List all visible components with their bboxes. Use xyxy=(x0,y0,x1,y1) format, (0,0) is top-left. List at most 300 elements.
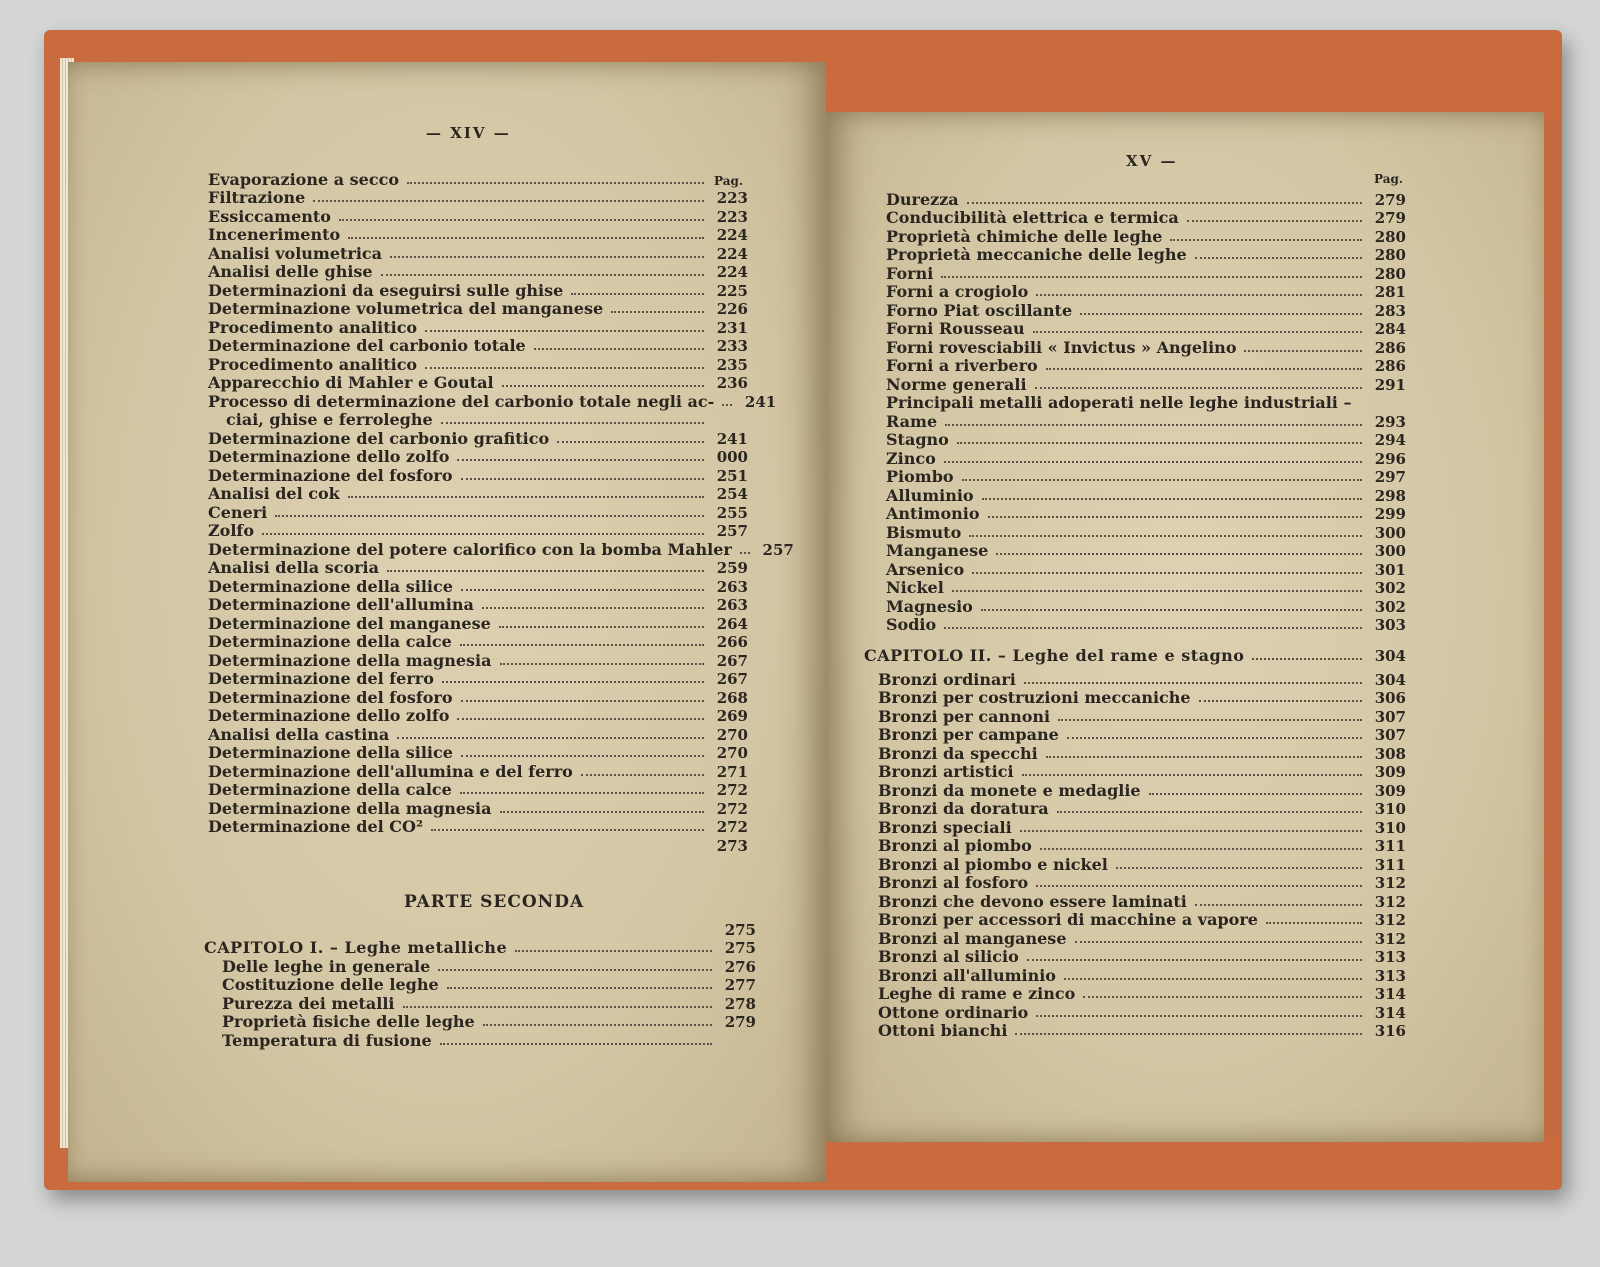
dot-leader xyxy=(1058,719,1362,721)
toc-entry-page: 300 xyxy=(1374,542,1406,560)
toc-entry xyxy=(208,337,748,356)
toc-entry-title: Determinazione del fosforo xyxy=(208,687,453,707)
toc-entry xyxy=(208,374,748,393)
dot-leader xyxy=(500,811,705,813)
toc-entry-page: 273 xyxy=(716,836,748,855)
dot-leader xyxy=(944,461,1362,463)
toc-entry xyxy=(886,449,1406,468)
toc-entry xyxy=(204,994,756,1013)
toc-entry-title: Bronzi al manganese xyxy=(878,928,1067,948)
dot-leader xyxy=(262,533,704,535)
toc-entry-page: 291 xyxy=(1374,375,1406,394)
toc-entry xyxy=(878,985,1406,1004)
toc-entry xyxy=(886,394,1406,413)
toc-entry-page: 257 xyxy=(762,540,794,559)
dot-leader xyxy=(1067,737,1362,739)
toc-entry-title: Forni Rousseau xyxy=(886,319,1025,338)
toc-entry-title: Determinazione del ferro xyxy=(208,669,434,688)
toc-entry-title: Bronzi artistici xyxy=(878,762,1014,781)
toc-entry-page: 270 xyxy=(716,744,748,762)
toc-entry-page: 313 xyxy=(1374,966,1406,985)
toc-entry xyxy=(878,726,1406,745)
toc-entry-page: 312 xyxy=(1374,911,1406,929)
toc-entry-page: 224 xyxy=(716,226,748,244)
toc-entry xyxy=(886,523,1406,542)
dot-leader xyxy=(1033,331,1362,333)
toc-entry-page: 225 xyxy=(716,281,748,300)
dot-leader xyxy=(740,552,750,554)
toc-entry-page: 312 xyxy=(1374,929,1406,948)
toc-entry-page: 268 xyxy=(716,688,748,707)
dot-leader xyxy=(1057,811,1362,813)
left-page xyxy=(68,62,826,1182)
dot-leader xyxy=(483,1024,712,1026)
toc-entry-title: ciai, ghise e ferroleghe xyxy=(226,410,433,429)
dot-leader xyxy=(1187,220,1362,222)
toc-entry-page: 309 xyxy=(1374,763,1406,781)
toc-entry-page: 296 xyxy=(1374,449,1406,468)
dot-leader xyxy=(461,589,704,591)
toc-entry-page: 267 xyxy=(716,651,748,670)
toc-entry xyxy=(208,799,748,818)
toc-right-section-1 xyxy=(886,190,1406,634)
toc-entry-title: Bronzi speciali xyxy=(878,817,1012,837)
toc-entry xyxy=(886,357,1406,376)
toc-entry-title: Analisi volumetrica xyxy=(208,243,383,263)
dot-leader xyxy=(1046,368,1362,370)
dot-leader xyxy=(1036,294,1362,296)
toc-entry-page: 279 xyxy=(1374,209,1406,227)
toc-entry-title: Procedimento analitico xyxy=(208,317,418,337)
dot-leader xyxy=(460,792,704,794)
toc-entry xyxy=(208,189,748,208)
toc-entry-title: Determinazione del carbonio totale xyxy=(208,336,526,355)
toc-entry-page: 280 xyxy=(1374,264,1406,283)
toc-entry-page: 254 xyxy=(716,485,748,503)
toc-entry-title: Essiccamento xyxy=(208,206,331,226)
toc-entry-title: Bronzi per accessori di macchine a vapore xyxy=(878,910,1258,929)
toc-entry xyxy=(878,911,1406,930)
dot-leader xyxy=(1199,700,1362,702)
toc-entry-page: 223 xyxy=(716,189,748,207)
toc-entry xyxy=(878,670,1406,689)
dot-leader xyxy=(1149,793,1362,795)
toc-entry-title: Zinco xyxy=(886,448,936,468)
toc-entry-title: Stagno xyxy=(886,430,949,449)
toc-entry xyxy=(208,725,748,744)
toc-entry-page: 279 xyxy=(724,1013,756,1031)
toc-entry xyxy=(208,614,748,633)
toc-entry xyxy=(886,320,1406,339)
dot-leader xyxy=(944,627,1362,629)
toc-entry xyxy=(208,836,748,855)
toc-entry xyxy=(208,688,748,707)
toc-entry-title: Bronzi per campane xyxy=(878,725,1059,744)
toc-entry xyxy=(208,355,748,374)
dot-leader xyxy=(447,987,712,989)
dot-leader xyxy=(1036,885,1362,887)
toc-entry-title: Determinazione volumetrica del manganese xyxy=(208,299,604,318)
toc-entry xyxy=(886,486,1406,505)
toc-entry-page: 259 xyxy=(716,559,748,577)
toc-entry-title: Principali metalli adoperati nelle leghe industriali – xyxy=(886,393,1352,412)
dot-leader xyxy=(1116,867,1362,869)
toc-entry-title: Bronzi al piombo e nickel xyxy=(878,854,1108,874)
dot-leader xyxy=(581,774,704,776)
toc-entry-page: 236 xyxy=(716,374,748,392)
toc-entry-title: Apparecchio di Mahler e Goutal xyxy=(208,373,494,392)
dot-leader xyxy=(482,607,704,609)
dot-leader xyxy=(962,479,1362,481)
dot-leader xyxy=(1024,682,1362,684)
toc-entry xyxy=(208,485,748,504)
toc-entry-page: 275 xyxy=(724,920,756,939)
toc-entry xyxy=(878,1022,1406,1041)
toc-entry-page: 308 xyxy=(1374,744,1406,763)
dot-leader xyxy=(1075,941,1363,943)
right-page xyxy=(826,112,1544,1142)
toc-entry-page: 226 xyxy=(716,300,748,318)
dot-leader xyxy=(461,700,704,702)
toc-entry-page: 284 xyxy=(1374,320,1406,338)
toc-entry-title: Bronzi al silicio xyxy=(878,947,1019,966)
dot-leader xyxy=(981,609,1362,611)
toc-entry-page: 270 xyxy=(716,725,748,744)
dot-leader xyxy=(502,385,704,387)
dot-leader xyxy=(1040,848,1362,850)
toc-entry-page: 251 xyxy=(716,466,748,485)
dot-leader xyxy=(397,737,704,739)
toc-entry xyxy=(208,170,748,189)
toc-entry xyxy=(886,209,1406,228)
toc-entry xyxy=(878,818,1406,837)
dot-leader xyxy=(275,515,704,517)
toc-entry xyxy=(208,522,748,541)
toc-entry xyxy=(878,1003,1406,1022)
toc-entry-title: Arsenico xyxy=(886,559,965,579)
toc-entry-title: Proprietà chimiche delle leghe xyxy=(886,226,1163,246)
toc-entry-title: Determinazione del potere calorifico con la bomba Mahler xyxy=(208,539,732,559)
toc-entry xyxy=(204,1013,756,1032)
toc-entry-title: Determinazione dello zolfo xyxy=(208,447,450,466)
dot-leader xyxy=(534,348,704,350)
toc-entry xyxy=(878,744,1406,763)
toc-entry-page: 241 xyxy=(744,392,777,411)
toc-entry-title: Determinazione dello zolfo xyxy=(208,706,450,725)
toc-entry-title: Proprietà fisiche delle leghe xyxy=(222,1012,475,1031)
toc-entry xyxy=(208,670,748,689)
toc-entry-title: Bronzi da doratura xyxy=(878,799,1049,818)
toc-entry-page: 283 xyxy=(1374,301,1406,320)
toc-entry-title: Ceneri xyxy=(208,502,268,522)
toc-entry-title: Costituzione delle leghe xyxy=(222,975,439,994)
dot-leader xyxy=(611,311,704,313)
toc-entry-title: Zolfo xyxy=(208,521,254,540)
toc-entry xyxy=(886,375,1406,394)
dot-leader xyxy=(425,330,704,332)
dot-leader xyxy=(403,1006,713,1008)
toc-entry xyxy=(208,281,748,300)
toc-entry xyxy=(878,966,1406,985)
toc-entry xyxy=(886,338,1406,357)
toc-entry xyxy=(208,411,748,430)
toc-entry xyxy=(878,707,1406,726)
toc-entry-page: 297 xyxy=(1374,468,1406,486)
toc-entry xyxy=(208,226,748,245)
dot-leader xyxy=(1080,313,1362,315)
toc-entry-title: Analisi della scoria xyxy=(208,558,379,577)
pag-label-right: Pag. xyxy=(1374,172,1404,186)
dot-leader xyxy=(390,256,704,258)
toc-entry-page: 314 xyxy=(1374,985,1406,1003)
toc-entry xyxy=(886,190,1406,209)
part-heading: PARTE SECONDA xyxy=(404,892,585,912)
toc-entry-page: 311 xyxy=(1374,855,1406,874)
toc-entry-title: Bronzi al fosforo xyxy=(878,873,1029,892)
dot-leader xyxy=(457,718,704,720)
toc-entry-title: Norme generali xyxy=(886,374,1027,394)
toc-entry-page: 298 xyxy=(1374,486,1406,505)
toc-entry xyxy=(886,505,1406,524)
dot-leader xyxy=(381,274,704,276)
dot-leader xyxy=(571,293,704,295)
toc-entry xyxy=(878,689,1406,708)
toc-entry-page: 310 xyxy=(1374,818,1406,837)
toc-entry-title: Manganese xyxy=(886,541,989,560)
dot-leader xyxy=(1266,922,1362,924)
dot-leader xyxy=(461,478,704,480)
dot-leader xyxy=(972,572,1362,574)
toc-entry-page: 235 xyxy=(716,355,748,374)
toc-entry xyxy=(204,976,756,995)
toc-entry xyxy=(208,781,748,800)
toc-entry xyxy=(878,948,1406,967)
toc-entry-page: 000 xyxy=(716,448,748,466)
toc-entry xyxy=(204,920,756,939)
toc-entry-title: Antimonio xyxy=(886,504,980,523)
dot-leader xyxy=(348,237,704,239)
toc-entry xyxy=(878,855,1406,874)
toc-entry-title: Determinazione del manganese xyxy=(208,613,491,633)
toc-entry-title: Conducibilità elettrica e termica xyxy=(886,208,1179,227)
dot-leader xyxy=(969,535,1362,537)
toc-entry xyxy=(878,874,1406,893)
toc-left-section-2 xyxy=(204,920,756,1050)
toc-entry-title: Durezza xyxy=(886,189,959,209)
toc-entry-title: Processo di determinazione del carbonio totale negli ac- xyxy=(208,391,715,411)
toc-entry-page: 311 xyxy=(1374,837,1406,855)
toc-entry-page: 263 xyxy=(716,577,748,596)
toc-entry-title: Determinazione del fosforo xyxy=(208,465,453,485)
dot-leader xyxy=(722,404,732,406)
dot-leader xyxy=(440,1043,712,1045)
toc-entry-title: Determinazione dell'allumina e del ferro xyxy=(208,761,573,781)
toc-entry-page: 302 xyxy=(1374,579,1406,597)
toc-entry-title: Procedimento analitico xyxy=(208,354,418,374)
dot-leader xyxy=(1195,257,1362,259)
toc-entry-title: Delle leghe in generale xyxy=(222,956,431,976)
toc-entry-page: 302 xyxy=(1374,597,1406,616)
toc-entry xyxy=(886,579,1406,598)
dot-leader xyxy=(1083,996,1362,998)
toc-entry-page: 300 xyxy=(1374,523,1406,542)
dot-leader xyxy=(407,182,704,184)
toc-entry-title: Bronzi per cannoni xyxy=(878,706,1051,726)
toc-entry-page: 294 xyxy=(1374,431,1406,449)
toc-entry-page: 267 xyxy=(716,670,748,688)
dot-leader xyxy=(425,367,704,369)
toc-entry-page: 272 xyxy=(716,818,748,836)
toc-entry xyxy=(208,744,748,763)
dot-leader xyxy=(441,422,704,424)
dot-leader xyxy=(967,202,1362,204)
dot-leader xyxy=(1035,387,1362,389)
dot-leader xyxy=(557,441,704,443)
toc-entry-title: Determinazione della calce xyxy=(208,780,452,799)
toc-entry-title: Bronzi che devono essere laminati xyxy=(878,891,1187,911)
toc-entry xyxy=(208,244,748,263)
toc-entry-page: 278 xyxy=(724,994,756,1013)
toc-entry-title: Temperatura di fusione xyxy=(222,1030,432,1050)
toc-entry-page: 309 xyxy=(1374,781,1406,800)
toc-entry xyxy=(208,207,748,226)
toc-entry-title: Determinazioni da eseguirsi sulle ghise xyxy=(208,280,564,300)
toc-entry-page: 279 xyxy=(1374,190,1406,209)
dot-leader xyxy=(442,681,704,683)
toc-entry-title: Bronzi da monete e medaglie xyxy=(878,780,1141,800)
toc-entry-title: Bronzi da specchi xyxy=(878,743,1038,763)
toc-entry-page: 276 xyxy=(724,957,756,976)
toc-entry-page: 241 xyxy=(716,429,748,448)
toc-entry-title: Analisi del cok xyxy=(208,484,340,503)
dot-leader xyxy=(339,219,704,221)
toc-entry-title: Alluminio xyxy=(886,485,974,505)
toc-entry xyxy=(208,503,748,522)
toc-entry-page: 255 xyxy=(716,503,748,522)
toc-entry xyxy=(886,412,1406,431)
toc-entry-title: Determinazione della silice xyxy=(208,743,453,762)
toc-entry-title: Analisi della castina xyxy=(208,724,390,744)
dot-leader xyxy=(1036,1015,1362,1017)
toc-entry-page: 286 xyxy=(1374,357,1406,375)
toc-entry-page: 233 xyxy=(716,337,748,355)
toc-entry-title: Forni a riverbero xyxy=(886,356,1038,375)
toc-entry xyxy=(886,616,1406,635)
toc-entry xyxy=(208,559,748,578)
dot-leader xyxy=(952,590,1362,592)
toc-entry-page: 310 xyxy=(1374,800,1406,818)
toc-entry xyxy=(886,560,1406,579)
dot-leader xyxy=(1015,1033,1362,1035)
toc-entry xyxy=(886,264,1406,283)
toc-entry xyxy=(208,707,748,726)
toc-entry-page: 307 xyxy=(1374,707,1406,726)
dot-leader xyxy=(1244,350,1362,352)
toc-entry xyxy=(208,391,777,411)
toc-entry xyxy=(208,596,748,615)
toc-entry-title: Bronzi per costruzioni meccaniche xyxy=(878,688,1191,707)
toc-entry-page: 286 xyxy=(1374,338,1406,357)
toc-entry-title: Magnesio xyxy=(886,596,973,616)
toc-entry xyxy=(208,651,748,670)
dot-leader xyxy=(1064,978,1362,980)
toc-entry xyxy=(208,300,748,319)
dot-leader xyxy=(431,829,704,831)
toc-entry-page: 316 xyxy=(1374,1022,1406,1040)
toc-entry-title: Analisi delle ghise xyxy=(208,262,373,281)
toc-entry-page: 231 xyxy=(716,318,748,337)
toc-entry xyxy=(878,763,1406,782)
dot-leader xyxy=(1027,959,1362,961)
toc-entry-title: Forno Piat oscillante xyxy=(886,300,1073,320)
toc-entry-title: Piombo xyxy=(886,467,954,486)
toc-entry xyxy=(864,646,1406,665)
toc-entry-title: Bronzi all'alluminio xyxy=(878,965,1056,985)
toc-entry-page: 266 xyxy=(716,633,748,651)
toc-entry-title: Forni a crogiolo xyxy=(886,282,1029,301)
toc-entry-page: 277 xyxy=(724,976,756,994)
toc-entry xyxy=(886,431,1406,450)
page-number-right: XV — xyxy=(1126,152,1178,170)
toc-entry xyxy=(208,762,748,781)
toc-entry-title: Determinazione del CO² xyxy=(208,817,423,836)
dot-leader xyxy=(996,553,1362,555)
toc-entry-title: Nickel xyxy=(886,578,944,597)
toc-entry xyxy=(208,466,748,485)
toc-entry xyxy=(208,539,794,559)
page-number-left: — XIV — xyxy=(426,124,511,142)
toc-entry xyxy=(204,1031,756,1050)
toc-entry xyxy=(208,429,748,448)
toc-entry-title: Forni xyxy=(886,263,934,283)
dot-leader xyxy=(313,200,704,202)
toc-entry-page: 224 xyxy=(716,263,748,281)
toc-entry xyxy=(878,929,1406,948)
toc-entry-page: 263 xyxy=(716,596,748,614)
toc-entry-title: Rame xyxy=(886,411,938,431)
dot-leader xyxy=(1252,658,1362,660)
toc-entry xyxy=(208,448,748,467)
toc-entry-title: Evaporazione a secco xyxy=(208,169,400,189)
dot-leader xyxy=(1195,904,1362,906)
toc-entry xyxy=(886,227,1406,246)
toc-entry-title: Determinazione dell'allumina xyxy=(208,595,474,614)
toc-entry-page: 224 xyxy=(716,244,748,263)
dot-leader xyxy=(941,276,1362,278)
toc-entry-title: Purezza dei metalli xyxy=(222,993,395,1013)
toc-entry-title: Bronzi al piombo xyxy=(878,836,1032,855)
toc-entry xyxy=(208,633,748,652)
toc-entry-page: 313 xyxy=(1374,948,1406,966)
toc-entry-title: Bronzi ordinari xyxy=(878,669,1016,689)
toc-entry-page: 257 xyxy=(716,522,748,540)
pag-label-left: Pag. xyxy=(714,174,744,188)
toc-entry-page: 307 xyxy=(1374,726,1406,744)
toc-entry xyxy=(886,542,1406,561)
toc-entry-page: 312 xyxy=(1374,874,1406,892)
dot-leader xyxy=(438,969,712,971)
toc-entry xyxy=(878,837,1406,856)
dot-leader xyxy=(499,626,704,628)
dot-leader xyxy=(387,570,704,572)
dot-leader xyxy=(1046,756,1362,758)
toc-entry-title: Proprietà meccaniche delle leghe xyxy=(886,245,1187,264)
toc-entry xyxy=(204,957,756,976)
toc-entry-page: 271 xyxy=(716,762,748,781)
dot-leader xyxy=(461,755,704,757)
toc-entry-page: 303 xyxy=(1374,616,1406,634)
dot-leader xyxy=(500,663,705,665)
